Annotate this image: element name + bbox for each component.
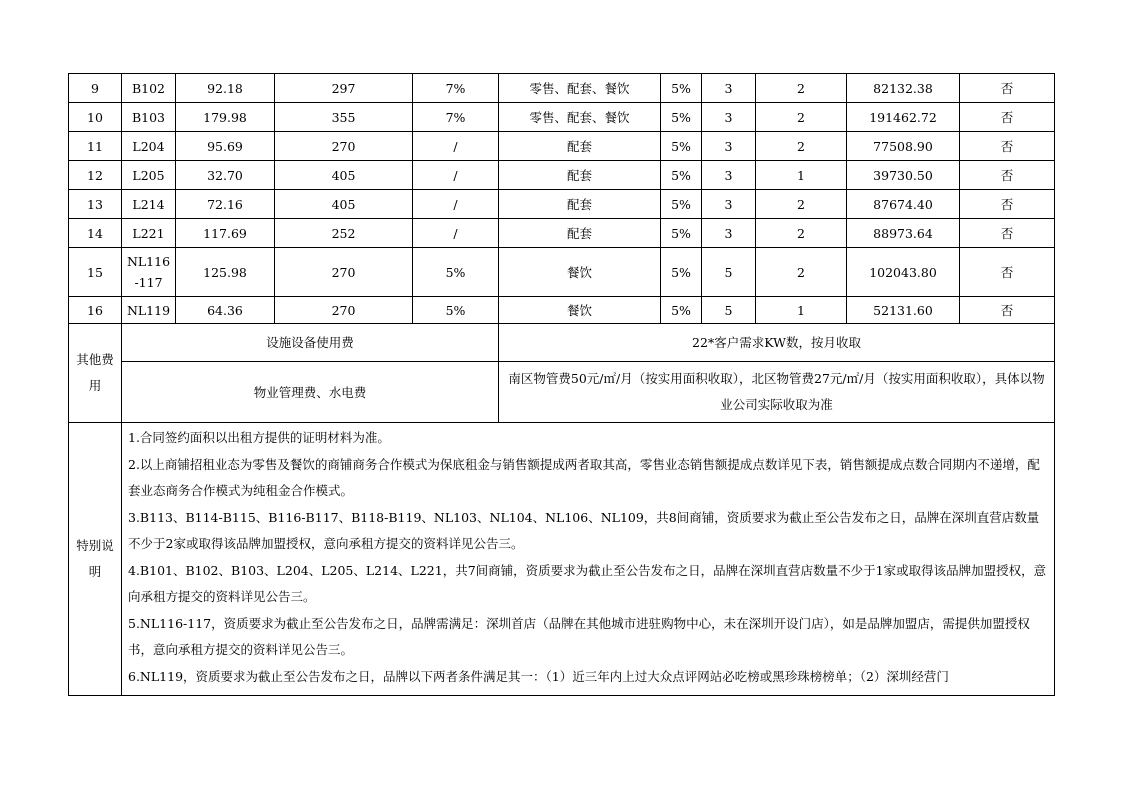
- notes-label: 特别说明: [69, 423, 122, 696]
- cell-no: 14: [69, 219, 122, 248]
- cell-free: 2: [756, 219, 847, 248]
- cell-free: 1: [756, 297, 847, 324]
- cell-deposit: 82132.38: [847, 74, 960, 103]
- cell-rate: /: [413, 132, 499, 161]
- cell-rent: 405: [275, 161, 413, 190]
- cell-deposit: 39730.50: [847, 161, 960, 190]
- cell-term: 3: [702, 161, 756, 190]
- cell-deposit: 87674.40: [847, 190, 960, 219]
- cell-rent: 252: [275, 219, 413, 248]
- cell-deposit: 191462.72: [847, 103, 960, 132]
- cell-rate: /: [413, 219, 499, 248]
- cell-area: 72.16: [176, 190, 275, 219]
- table-body: [69, 74, 1055, 696]
- cell-rate: 5%: [413, 297, 499, 324]
- cell-area: 95.69: [176, 132, 275, 161]
- cell-format: 餐饮: [499, 248, 661, 297]
- notes-row: [69, 423, 1055, 696]
- cell-free: 2: [756, 74, 847, 103]
- cell-increase: 5%: [661, 190, 702, 219]
- cell-rent: 270: [275, 132, 413, 161]
- other-fees-label: 其他费用: [69, 324, 122, 423]
- cell-area: 92.18: [176, 74, 275, 103]
- cell-area: 32.70: [176, 161, 275, 190]
- cell-increase: 5%: [661, 297, 702, 324]
- table-row: [69, 74, 1055, 103]
- fee-name: 设施设备使用费: [122, 324, 499, 362]
- cell-flag: 否: [960, 161, 1055, 190]
- cell-free: 2: [756, 132, 847, 161]
- cell-term: 3: [702, 219, 756, 248]
- cell-area: 125.98: [176, 248, 275, 297]
- note-line: 2.以上商铺招租业态为零售及餐饮的商铺商务合作模式为保底租金与销售额提成两者取其高，零售业态销售额提成点数详见下表，销售额提成点数合同期内不递增，配套业态商务合作模式为纯租金合作模式。: [128, 456, 1040, 498]
- table-row: [69, 103, 1055, 132]
- cell-rent: 270: [275, 297, 413, 324]
- cell-flag: 否: [960, 190, 1055, 219]
- cell-rate: 7%: [413, 103, 499, 132]
- cell-no: 13: [69, 190, 122, 219]
- note-line: 5.NL116-117，资质要求为截止至公告发布之日，品牌需满足：深圳首店（品牌在其他城市进驻购物中心，未在深圳开设门店），如是品牌加盟店，需提供加盟授权书，意向承租方提交的资料详见公告三。: [128, 615, 1030, 657]
- cell-deposit: 77508.90: [847, 132, 960, 161]
- cell-increase: 5%: [661, 248, 702, 297]
- cell-area: 64.36: [176, 297, 275, 324]
- table-row: [69, 248, 1055, 297]
- cell-rate: /: [413, 190, 499, 219]
- cell-free: 2: [756, 190, 847, 219]
- cell-rate: /: [413, 161, 499, 190]
- cell-rent: 297: [275, 74, 413, 103]
- cell-increase: 5%: [661, 219, 702, 248]
- cell-increase: 5%: [661, 74, 702, 103]
- cell-term: 3: [702, 190, 756, 219]
- leasing-table: [68, 73, 1055, 696]
- notes-content: [122, 423, 1055, 696]
- cell-no: 10: [69, 103, 122, 132]
- cell-unit: L204: [122, 132, 176, 161]
- table-row: [69, 190, 1055, 219]
- cell-format: 配套: [499, 161, 661, 190]
- cell-rate: 7%: [413, 74, 499, 103]
- cell-format: 配套: [499, 190, 661, 219]
- cell-deposit: 102043.80: [847, 248, 960, 297]
- cell-free: 1: [756, 161, 847, 190]
- fee-name: 物业管理费、水电费: [122, 362, 499, 423]
- table-row: [69, 132, 1055, 161]
- cell-flag: 否: [960, 297, 1055, 324]
- cell-format: 零售、配套、餐饮: [499, 103, 661, 132]
- cell-area: 117.69: [176, 219, 275, 248]
- cell-rate: 5%: [413, 248, 499, 297]
- cell-unit: L205: [122, 161, 176, 190]
- note-line: 4.B101、B102、B103、L204、L205、L214、L221，共7间商铺，资质要求为截止至公告发布之日，品牌在深圳直营店数量不少于1家或取得该品牌加盟授权，意向承租方提交的资料详见公告三。: [128, 562, 1047, 604]
- cell-format: 配套: [499, 132, 661, 161]
- cell-flag: 否: [960, 103, 1055, 132]
- cell-term: 5: [702, 248, 756, 297]
- cell-unit: B103: [122, 103, 176, 132]
- cell-unit: L214: [122, 190, 176, 219]
- cell-rent: 405: [275, 190, 413, 219]
- cell-unit: NL119: [122, 297, 176, 324]
- cell-flag: 否: [960, 248, 1055, 297]
- cell-term: 3: [702, 103, 756, 132]
- cell-flag: 否: [960, 219, 1055, 248]
- cell-term: 3: [702, 132, 756, 161]
- fee-value: 22*客户需求KW数，按月收取: [499, 324, 1055, 362]
- table-row: [69, 161, 1055, 190]
- cell-format: 零售、配套、餐饮: [499, 74, 661, 103]
- cell-term: 5: [702, 297, 756, 324]
- cell-no: 16: [69, 297, 122, 324]
- cell-no: 15: [69, 248, 122, 297]
- cell-increase: 5%: [661, 132, 702, 161]
- cell-deposit: 52131.60: [847, 297, 960, 324]
- cell-format: 配套: [499, 219, 661, 248]
- cell-free: 2: [756, 248, 847, 297]
- cell-free: 2: [756, 103, 847, 132]
- cell-unit: NL116-117: [122, 248, 176, 297]
- cell-no: 11: [69, 132, 122, 161]
- cell-no: 9: [69, 74, 122, 103]
- note-line: 1.合同签约面积以出租方提供的证明材料为准。: [128, 430, 390, 445]
- cell-flag: 否: [960, 132, 1055, 161]
- cell-rent: 355: [275, 103, 413, 132]
- cell-term: 3: [702, 74, 756, 103]
- cell-flag: 否: [960, 74, 1055, 103]
- note-line: 3.B113、B114-B115、B116-B117、B118-B119、NL103、NL104、NL106、NL109，共8间商铺，资质要求为截止至公告发布之日，品牌在深圳直营店数量不少于2家或取得该品牌加盟授权，意向承租方提交的资料详见公告三。: [128, 509, 1040, 551]
- cell-deposit: 88973.64: [847, 219, 960, 248]
- cell-format: 餐饮: [499, 297, 661, 324]
- cell-unit: B102: [122, 74, 176, 103]
- cell-increase: 5%: [661, 161, 702, 190]
- fee-value: 南区物管费50元/㎡/月（按实用面积收取），北区物管费27元/㎡/月（按实用面积收取），具体以物业公司实际收取为准: [499, 362, 1055, 423]
- note-line: 6.NL119，资质要求为截止至公告发布之日，品牌以下两者条件满足其一：（1）近三年内上过大众点评网站必吃榜或黑珍珠榜榜单；（2）深圳经营门: [128, 668, 949, 684]
- cell-increase: 5%: [661, 103, 702, 132]
- fee-row-facility: [69, 324, 1055, 362]
- cell-rent: 270: [275, 248, 413, 297]
- cell-unit: L221: [122, 219, 176, 248]
- cell-no: 12: [69, 161, 122, 190]
- cell-area: 179.98: [176, 103, 275, 132]
- fee-row-property: [69, 362, 1055, 423]
- table-row: [69, 219, 1055, 248]
- table-row: [69, 297, 1055, 324]
